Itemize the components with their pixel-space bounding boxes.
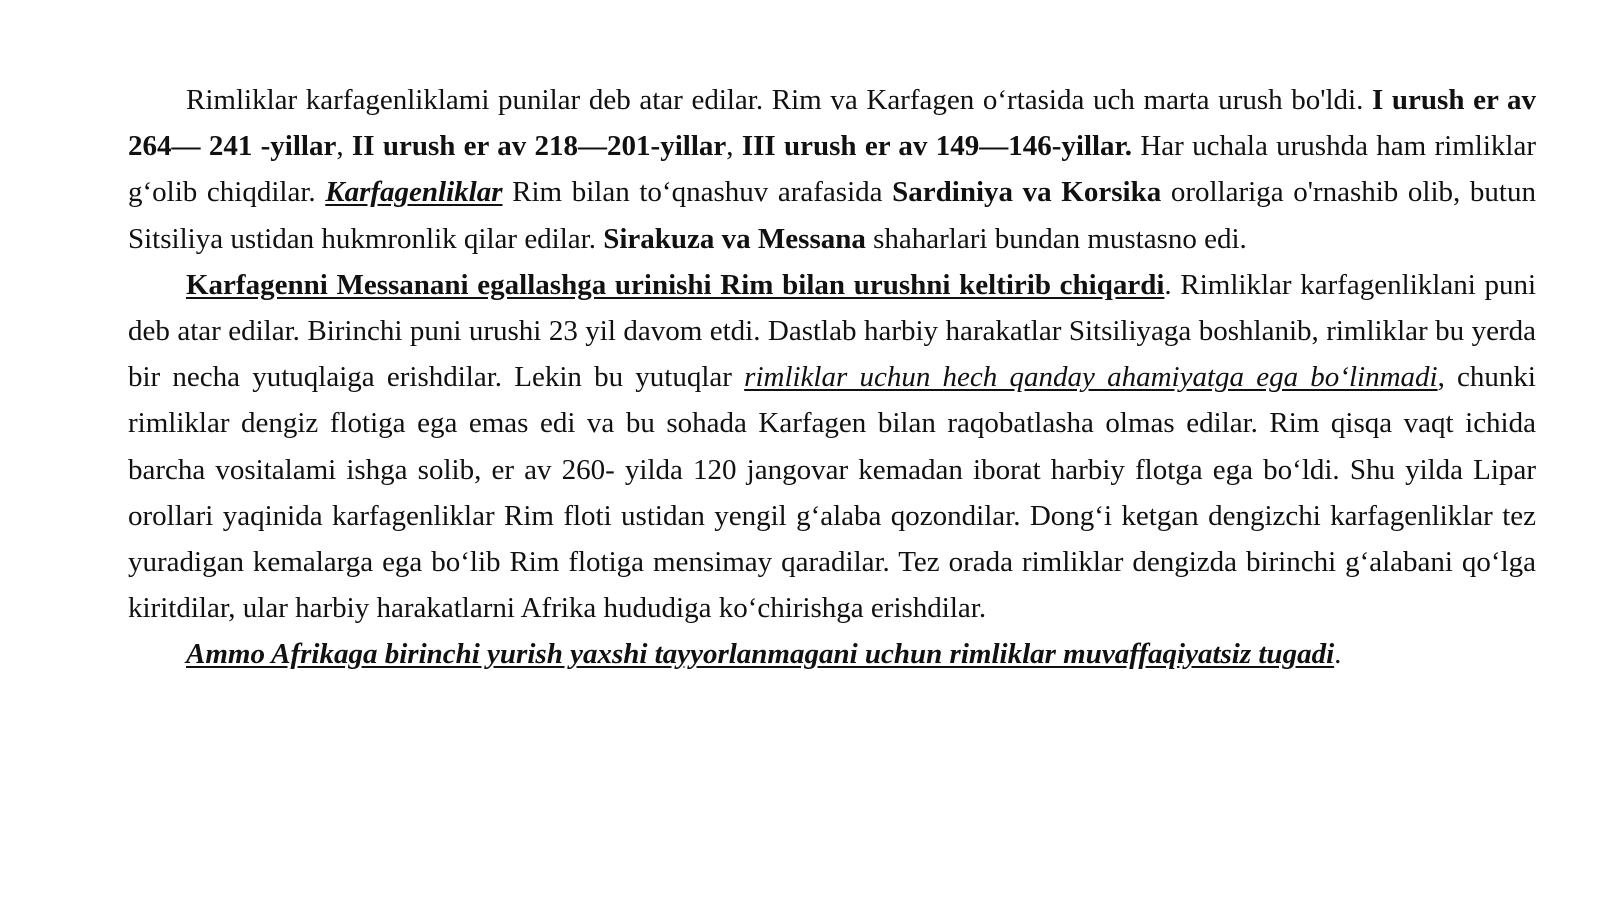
first-war-dates: I urush er av 264— 241 -yillar	[128, 84, 1536, 163]
emphasis-karfagenliklar: Karfagenliklar	[325, 176, 503, 209]
text-run: ,	[336, 130, 352, 163]
third-war-dates: III urush er av 149—146-yillar.	[741, 130, 1133, 163]
text-run: , chunki rimliklar dengiz flotiga ega emas edi va bu sohada Karfagen bilan raqobatlasha olmas edilar. Rim qisqa vaqt ichida barcha vositalami ishga solib, er av 260- yilda 120 jangovar kemadan iborat harbiy flotga ega bo‘ldi. Shu yilda Lipar orollari yaqinida karfagenliklar Rim floti ustidan yengil g‘alaba qozondilar. Dong‘i ketgan dengizchi karfagenliklar tez yuradigan kemalarga ega bo‘lib Rim flotiga mensimay qaradilar. Tez orada rimliklar dengizda birinchi g‘alabani qo‘lga kiritdilar, ular harbiy harakatlarni Afrika hududiga ko‘chirishga erishdilar.	[128, 361, 1536, 625]
paragraph-1	[128, 77, 1536, 262]
text-run: Rim bilan to‘qnashuv arafasida	[502, 176, 893, 209]
paragraph-2	[128, 262, 1536, 632]
second-war-dates: II urush er av 218—201-yillar	[351, 130, 727, 163]
emphasis-no-significance: rimliklar uchun hech qanday ahamiyatga ega bo‘linmadi	[744, 361, 1438, 394]
islands-names: Sardiniya va Korsika	[892, 176, 1162, 209]
document-body	[128, 77, 1536, 678]
text-run: Rimliklar karfagenliklami punilar deb atar edilar. Rim va Karfagen o‘rtasida uch marta urush bo'ldi.	[186, 84, 1372, 116]
text-run: orollariga o'rnashib olib, butun Sitsiliya ustidan hukmronlik qilar edilar.	[128, 176, 1536, 255]
conclusion-sentence: Ammo Afrikaga birinchi yurish yaxshi tayyorlanmagani uchun rimliklar muvaffaqiyatsiz tugadi	[186, 638, 1335, 671]
text-run: . Rimliklar karfagenliklani puni deb atar edilar. Birinchi puni urushi 23 yil davom etdi. Dastlab harbiy harakatlar Sitsiliyaga boshlanib, rimliklar bu yerda bir necha yutuqlaiga erishdilar. Lekin bu yutuqlar	[128, 268, 1537, 394]
text-run: shaharlari bundan mustasno edi.	[865, 222, 1247, 255]
text-run: .	[1334, 638, 1342, 671]
paragraph-3	[128, 631, 1536, 677]
war-cause-sentence: Karfagenni Messanani egallashga urinishi Rim bilan urushni keltirib chiqardi	[186, 268, 1165, 301]
cities-names: Sirakuza va Messana	[603, 222, 866, 255]
text-run: Har uchala urushda ham rimliklar g‘olib chiqdilar.	[128, 130, 1536, 209]
text-run: ,	[726, 130, 742, 163]
